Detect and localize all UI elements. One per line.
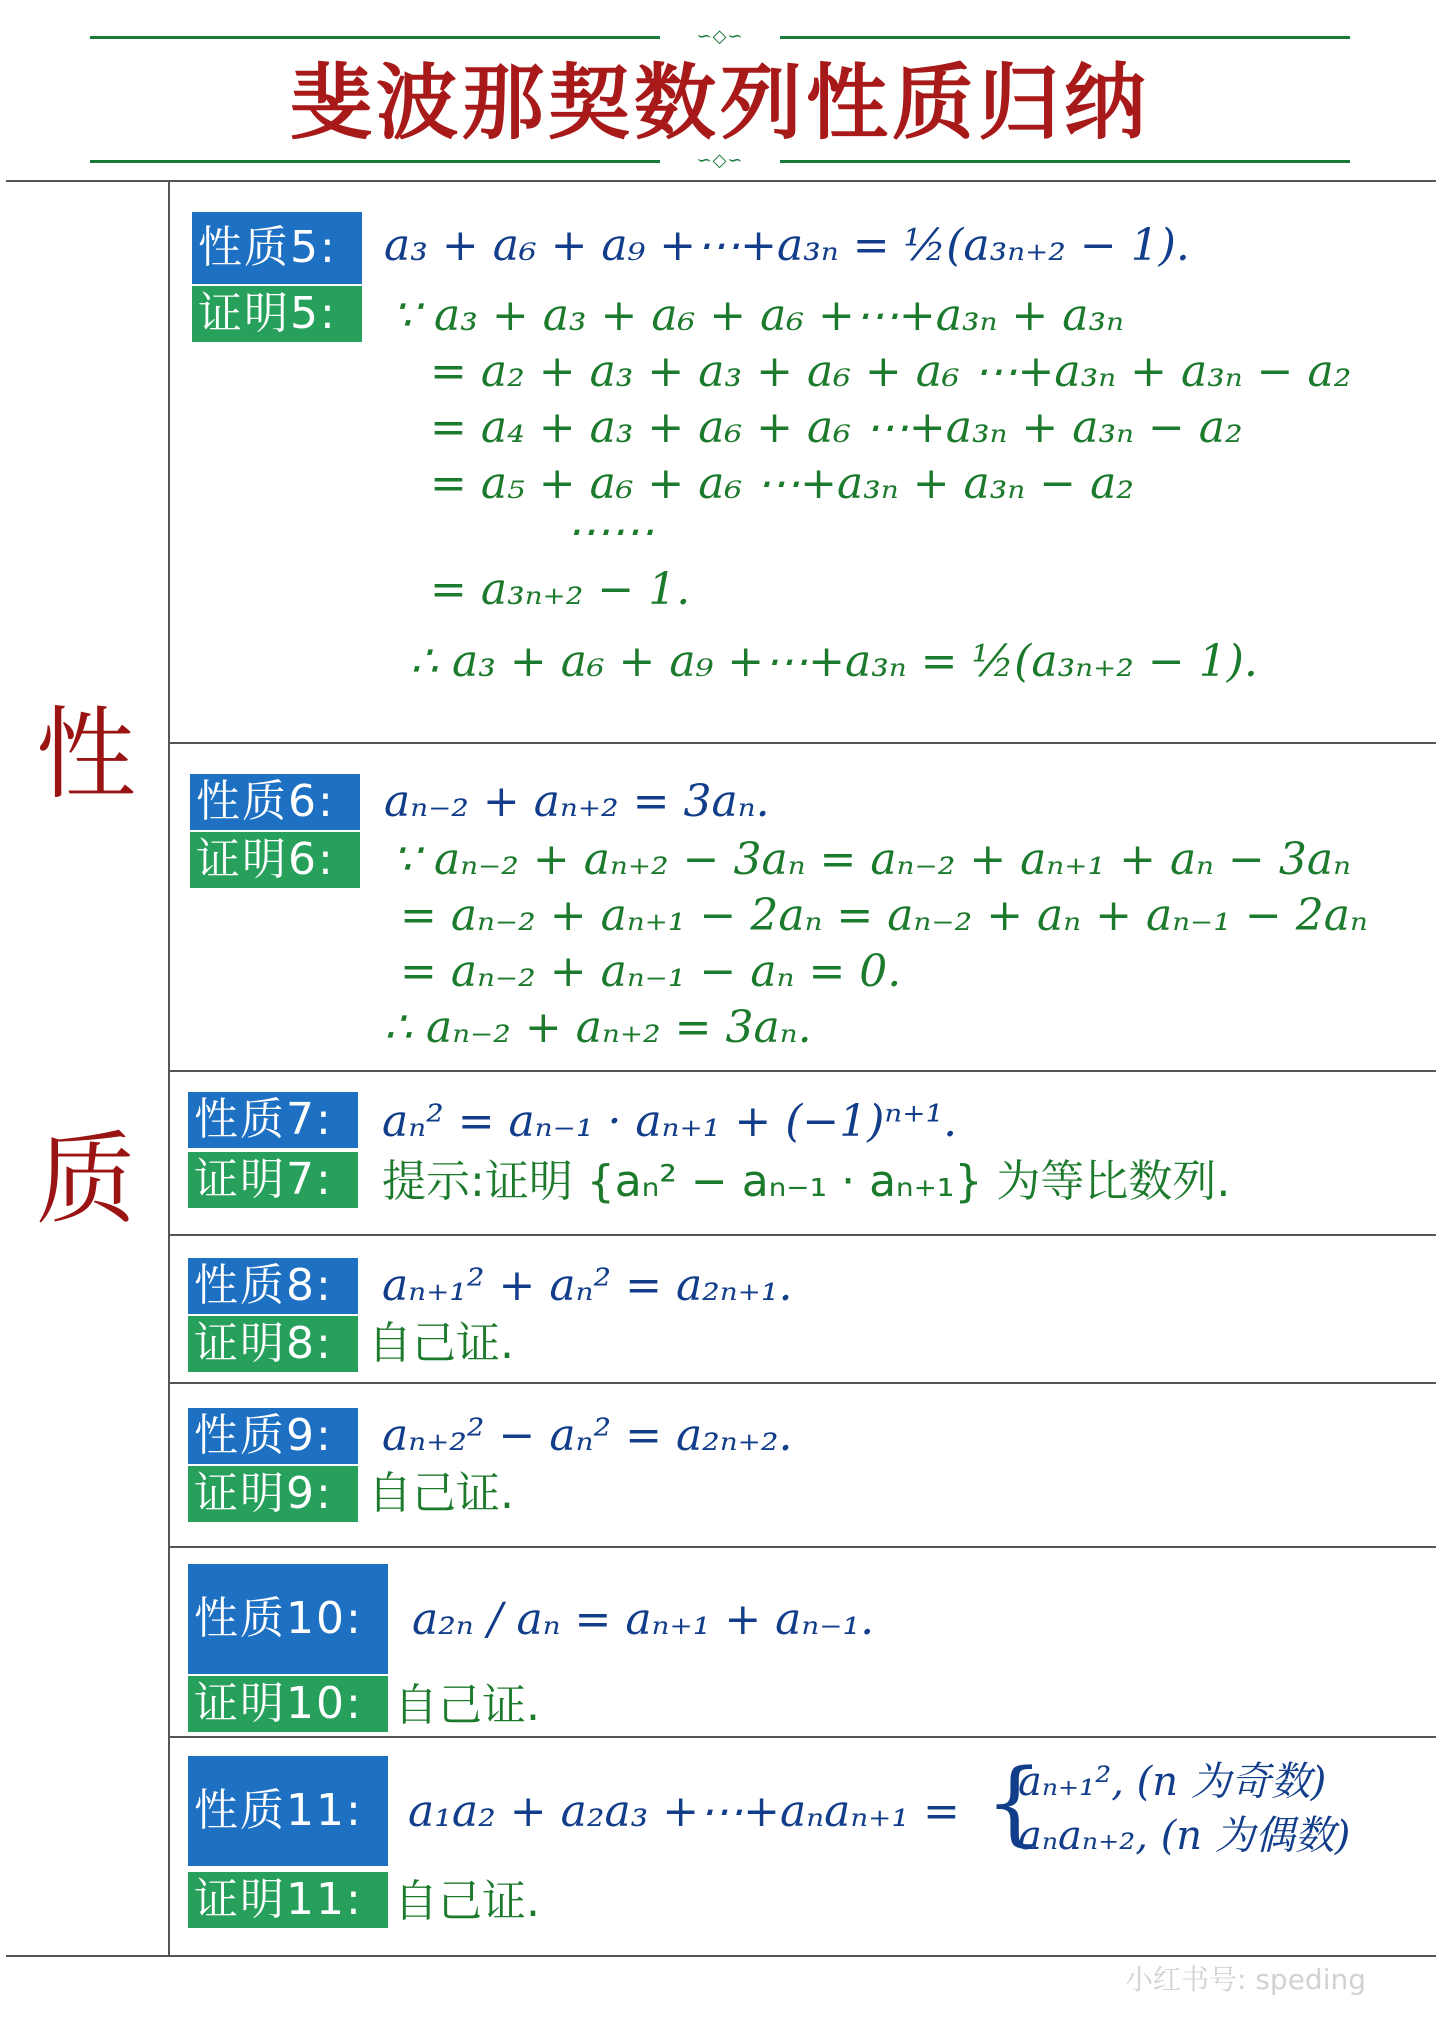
proof-5-line: ∵ a₃ + a₃ + a₆ + a₆ +⋯+a₃ₙ + a₃ₙ [392, 290, 1124, 341]
proof-9-text: 自己证. [368, 1468, 514, 1519]
proof-11-text: 自己证. [394, 1876, 540, 1927]
property-7-label: 性质7: [188, 1092, 358, 1148]
proof-9-label: 证明9: [188, 1466, 358, 1522]
property-8-statement: aₙ₊₁² + aₙ² = a₂ₙ₊₁. [382, 1260, 793, 1311]
property-7-statement: aₙ² = aₙ₋₁ · aₙ₊₁ + (−1)ⁿ⁺¹. [382, 1096, 958, 1147]
proof-10-text: 自己证. [394, 1680, 540, 1731]
proof-5-line: = a₃ₙ₊₂ − 1. [430, 564, 691, 615]
proof-7-hint: 提示:证明 {aₙ² − aₙ₋₁ · aₙ₊₁} 为等比数列. [382, 1156, 1231, 1207]
property-8-row [170, 1236, 1436, 1382]
property-9-statement: aₙ₊₂² − aₙ² = a₂ₙ₊₂. [382, 1410, 793, 1461]
property-11-label: 性质11: [188, 1756, 388, 1866]
side-label-char-1: 性 [36, 696, 136, 813]
proof-6-line: ∵ aₙ₋₂ + aₙ₊₂ − 3aₙ = aₙ₋₂ + aₙ₊₁ + aₙ − 3aₙ [392, 834, 1351, 885]
proof-6-line: = aₙ₋₂ + aₙ₋₁ − aₙ = 0. [400, 946, 902, 997]
side-label-char-2: 质 [36, 1121, 136, 1238]
watermark: 小红书号: speding [1125, 1963, 1366, 1996]
proof-10-label: 证明10: [188, 1676, 388, 1732]
property-9-label: 性质9: [188, 1408, 358, 1464]
page-title: 斐波那契数列性质归纳 [289, 56, 1150, 151]
proof-6-line: ∴ aₙ₋₂ + aₙ₊₂ = 3aₙ. [384, 1002, 812, 1053]
property-10-statement: a₂ₙ / aₙ = aₙ₊₁ + aₙ₋₁. [412, 1594, 875, 1645]
proof-11-label: 证明11: [188, 1872, 388, 1928]
property-10-label: 性质10: [188, 1564, 388, 1674]
property-10-row [170, 1548, 1436, 1736]
proof-5-line: = a₂ + a₃ + a₃ + a₆ + a₆ ⋯+a₃ₙ + a₃ₙ − a₂ [430, 346, 1352, 397]
proof-6-line: = aₙ₋₂ + aₙ₊₁ − 2aₙ = aₙ₋₂ + aₙ + aₙ₋₁ − 2aₙ [400, 890, 1368, 941]
proof-8-label: 证明8: [188, 1316, 358, 1372]
property-6-row [170, 744, 1436, 1070]
ornament-bottom-icon: ∽◇∽ [660, 153, 780, 169]
property-11-case-odd: aₙ₊₁², (n 为奇数) [1018, 1759, 1327, 1805]
proof-7-label: 证明7: [188, 1152, 358, 1208]
property-11-case-even: aₙaₙ₊₂, (n 为偶数) [1018, 1813, 1351, 1859]
ornament-top-icon: ∽◇∽ [660, 29, 780, 45]
proof-5-line: ⋯⋯ [566, 506, 654, 557]
property-9-row [170, 1384, 1436, 1546]
property-11-row [170, 1738, 1436, 1954]
proof-6-label: 证明6: [190, 832, 360, 888]
title-area [0, 0, 1440, 175]
property-6-label: 性质6: [190, 774, 360, 830]
property-5-row [170, 182, 1436, 742]
property-6-statement: aₙ₋₂ + aₙ₊₂ = 3aₙ. [384, 776, 770, 827]
proof-8-text: 自己证. [368, 1318, 514, 1369]
property-5-label: 性质5: [192, 212, 362, 284]
proof-5-line: = a₄ + a₃ + a₆ + a₆ ⋯+a₃ₙ + a₃ₙ − a₂ [430, 402, 1243, 453]
proof-5-line: ∴ a₃ + a₆ + a₉ +⋯+a₃ₙ = ½(a₃ₙ₊₂ − 1). [410, 636, 1258, 687]
case-brace-icon: { [985, 1749, 1044, 1856]
proof-5-line: = a₅ + a₆ + a₆ ⋯+a₃ₙ + a₃ₙ − a₂ [430, 458, 1134, 509]
property-8-label: 性质8: [188, 1258, 358, 1314]
property-7-row [170, 1072, 1436, 1234]
property-5-statement: a₃ + a₆ + a₉ +⋯+a₃ₙ = ½(a₃ₙ₊₂ − 1). [384, 220, 1190, 271]
property-11-statement: a₁a₂ + a₂a₃ +⋯+aₙaₙ₊₁ = [408, 1786, 960, 1837]
table-bottom-border [6, 1955, 1436, 1957]
proof-5-label: 证明5: [192, 286, 362, 342]
